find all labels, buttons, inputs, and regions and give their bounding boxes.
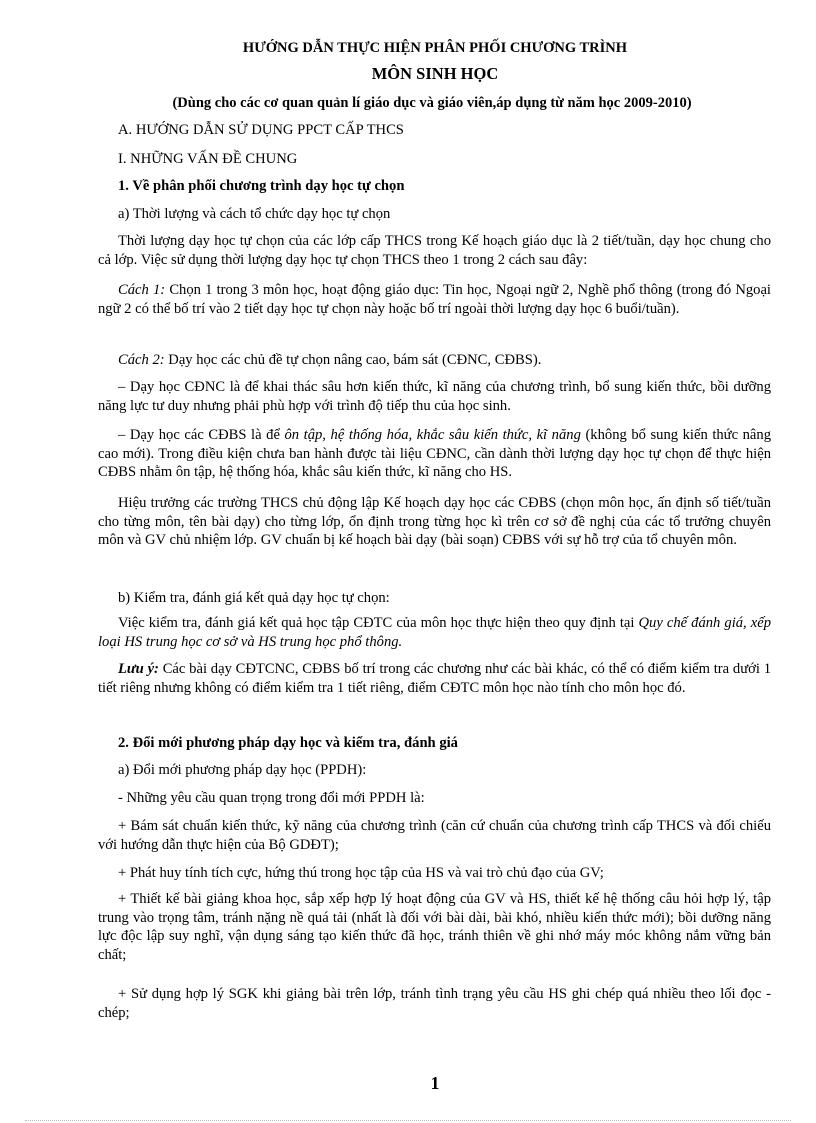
cdbs-text-b: (không bổ sung kiến thức nâng cao mới). Trong điều kiện chưa ban hành được tài liệu CĐNC, cần dành thời lượng dạy học tự chọn để thực hiện CĐBS nhằm ôn tập, hệ thống hóa, khắc sâu kiến thức, kĩ năng cho HS. [98, 427, 771, 480]
kiemtra-text: Việc kiểm tra, đánh giá kết quả học tập CĐTC của môn học thực hiện theo quy định tại [118, 615, 639, 631]
paragraph-phat-huy: + Phát huy tính tích cực, hứng thú trong học tập của HS và vai trò chủ đạo của GV; [118, 865, 604, 881]
cdbs-text-a: – Dạy học các CĐBS là để [118, 427, 285, 443]
paragraph-hieu-truong: Hiệu trưởng các trường THCS chủ động lập Kế hoạch dạy học các CĐBS (chọn môn học, ấn định số tiết/tuần cho từng môn, tên bài dạy) cho từng lớp, ổn định trong từng học kì trên cơ sở đề nghị của các tổ trưởng chuyên môn và GV chủ nhiệm lớp. GV chuẩn bị kế hoạch bài dạy (bài soạn) CĐBS với sự hỗ trợ của tổ chuyên môn. [98, 495, 771, 548]
paragraph-cdnc: – Dạy học CĐNC là để khai thác sâu hơn kiến thức, kĩ năng của chương trình, bổ sung kiến thức, bồi dưỡng năng lực tư duy nhưng phải phù hợp với trình độ tiếp thu của học sinh. [98, 379, 771, 414]
luu-y-label: Lưu ý: [118, 661, 159, 677]
paragraph-yeu-cau: - Những yêu cầu quan trọng trong đổi mới PPDH là: [118, 790, 425, 806]
paragraph-bam-sat: + Bám sát chuẩn kiến thức, kỹ năng của chương trình (căn cứ chuẩn của chương trình cấp THCS và đối chiếu với hướng dẫn thực hiện của Bộ GDĐT); [98, 818, 771, 853]
paragraph-thiet-ke: + Thiết kế bài giảng khoa học, sắp xếp hợp lý hoạt động của GV và HS, thiết kế hệ thống câu hỏi hợp lý, tập trung vào trọng tâm, tránh nặng nề quá tải (nhất là đối với bài dài, bài khó, nhiều kiến thức mới); bồi dưỡng năng lực độc lập suy nghĩ, vận dụng sáng tạo kiến thức đã học, tránh thiên về ghi nhớ máy móc không nắm vững bản chất; [98, 891, 771, 963]
paragraph-luu-y [98, 660, 771, 697]
paragraph-2a: a) Đổi mới phương pháp dạy học (PPDH): [118, 762, 367, 778]
cdbs-text-italic: ôn tập, hệ thống hóa, khắc sâu kiến thức, kĩ năng [284, 427, 581, 443]
paragraph-cach-2 [98, 351, 771, 370]
paragraph-kiem-tra [98, 614, 771, 651]
heading-2: 2. Đổi mới phương pháp dạy học và kiểm tra, đánh giá [118, 735, 458, 751]
paragraph-cdbs [98, 426, 771, 482]
heading-1: 1. Về phân phối chương trình dạy học tự chọn [118, 178, 405, 194]
heading-a: A. HƯỚNG DẪN SỬ DỤNG PPCT CẤP THCS [118, 122, 404, 138]
document-title: HƯỚNG DẪN THỰC HIỆN PHÂN PHỐI CHƯƠNG TRÌNH [242, 40, 628, 56]
cach1-label: Cách 1: [118, 282, 166, 298]
luu-y-text: Các bài dạy CĐTCNC, CĐBS bố trí trong các chương như các bài khác, có thể có điểm kiểm tra dưới 1 tiết riêng nhưng không có điểm kiểm tra 1 tiết riêng, điểm CĐTC môn học nào tính cho môn học đó. [98, 661, 771, 696]
cach2-text: Dạy học các chủ đề tự chọn nâng cao, bám sát (CĐNC, CĐBS). [164, 352, 542, 368]
paragraph-a: a) Thời lượng và cách tổ chức dạy học tự chọn [118, 206, 391, 222]
subject-title: MÔN SINH HỌC [371, 64, 499, 83]
paragraph-thoi-luong: Thời lượng dạy học tự chọn của các lớp cấp THCS trong Kế hoạch giáo dục là 2 tiết/tuần, dạy học chung cho cả lớp. Việc sử dụng thời lượng dạy học tự chọn THCS theo 1 trong 2 cách sau đây: [98, 233, 771, 268]
quy-che-title: Quy chế đánh giá, xếp loại HS trung học cơ sở và HS trung học phổ thông. [98, 615, 771, 650]
document-subtitle: (Dùng cho các cơ quan quản lí giáo dục và giáo viên,áp dụng từ năm học 2009-2010) [172, 95, 692, 111]
page-divider [25, 1120, 791, 1121]
cach1-text: Chọn 1 trong 3 môn học, hoạt động giáo dục: Tin học, Ngoại ngữ 2, Nghề phổ thông (trong đó Ngoại ngữ 2 có thể bố trí vào 2 tiết dạy học tự chọn này hoặc bố trí ngoài thời lượng dạy học 6 buổi/tuần). [98, 282, 771, 317]
heading-i: I. NHỮNG VẤN ĐỀ CHUNG [118, 151, 298, 167]
page-number: 1 [430, 1073, 440, 1093]
paragraph-b: b) Kiểm tra, đánh giá kết quả dạy học tự chọn: [118, 590, 390, 606]
paragraph-sgk: + Sử dụng hợp lý SGK khi giảng bài trên lớp, tránh tình trạng yêu cầu HS ghi chép quá nhiều theo lối đọc - chép; [98, 986, 771, 1021]
paragraph-cach-1 [98, 281, 771, 318]
cach2-label: Cách 2: [118, 352, 165, 368]
